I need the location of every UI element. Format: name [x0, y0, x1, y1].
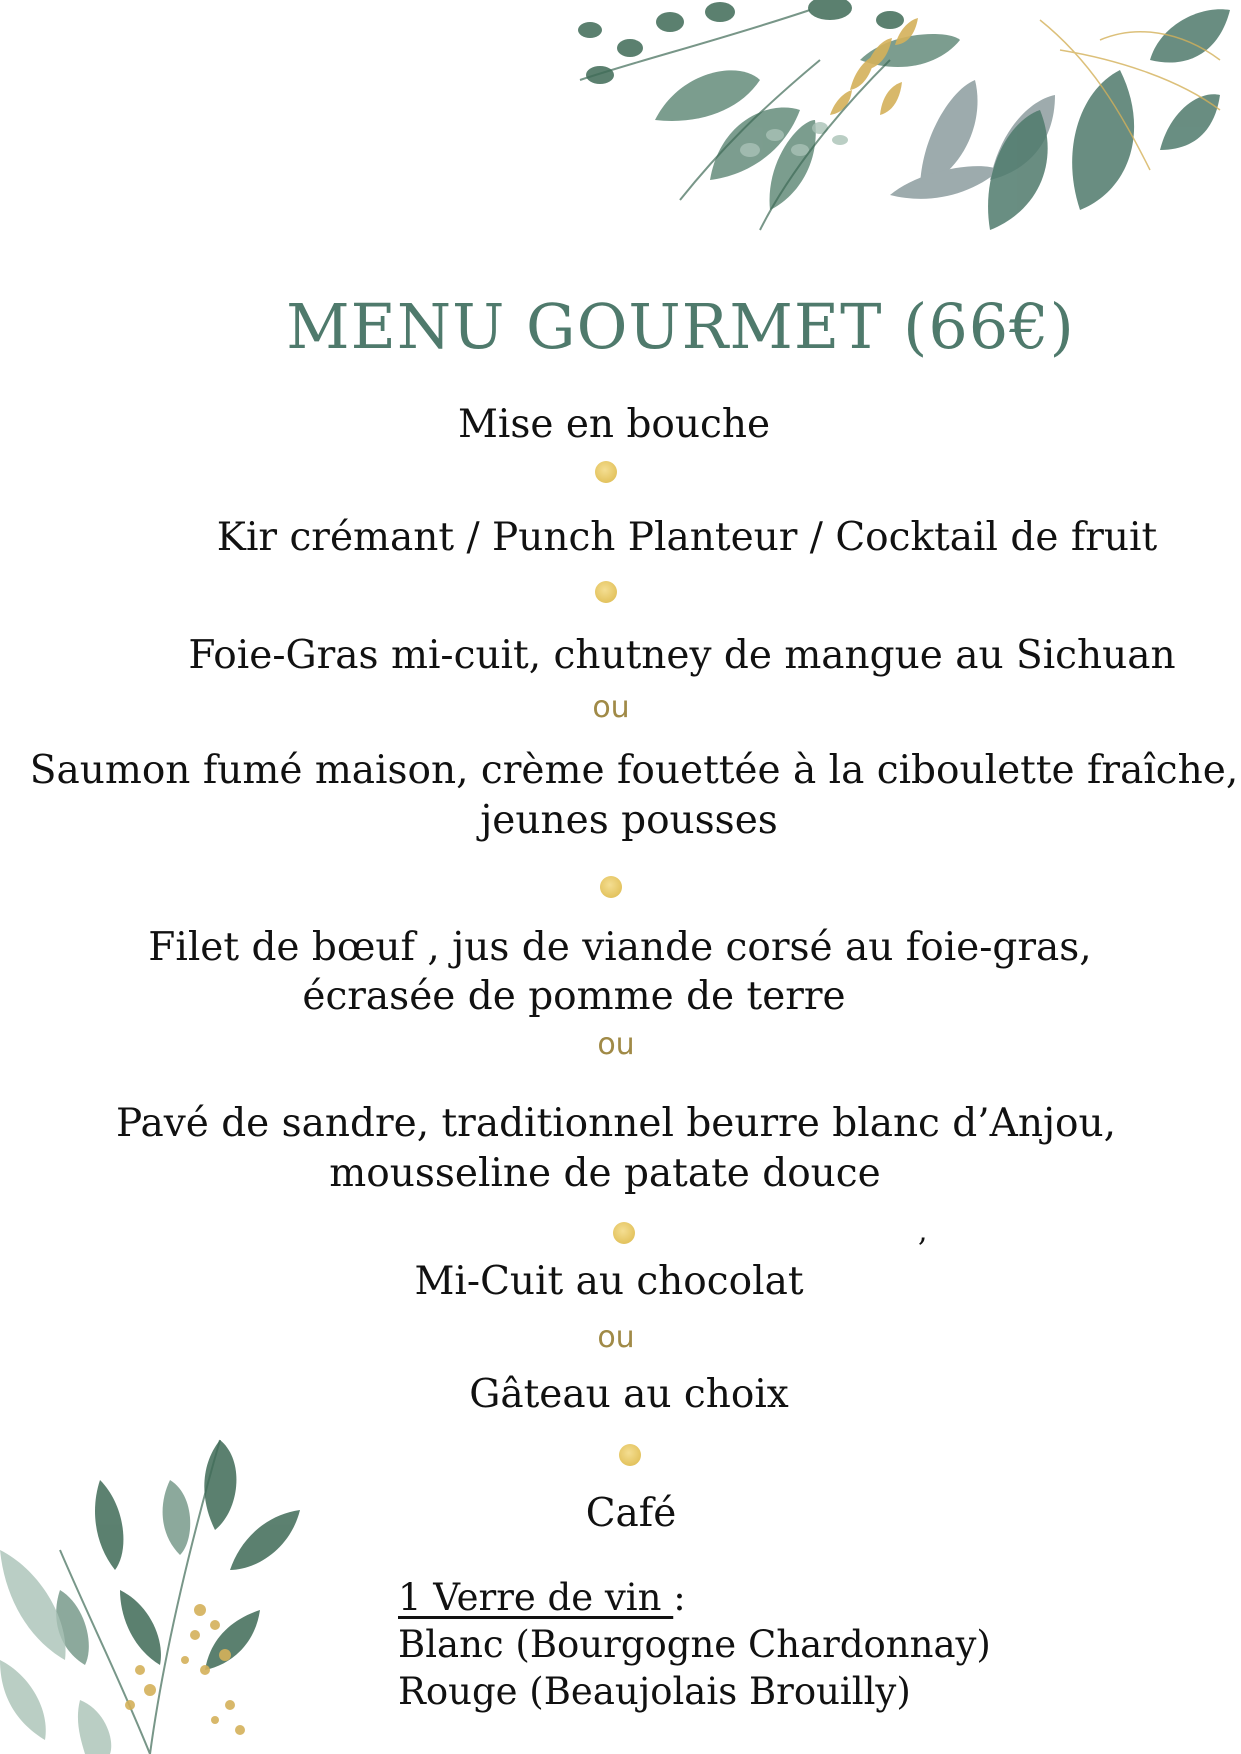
wine-white: Blanc (Bourgogne Chardonnay) — [398, 1623, 991, 1666]
separator-dot — [619, 1444, 641, 1466]
wine-heading-text: 1 Verre de vin — [398, 1576, 674, 1619]
course-amuse-bouche: Mise en bouche — [457, 402, 771, 447]
separator-dot — [595, 461, 617, 483]
or-label: ou — [592, 690, 630, 725]
starter-option-1: Foie-Gras mi-cuit, chutney de mangue au Sichuan — [188, 633, 1176, 678]
separator-dot — [600, 876, 622, 898]
main-option-1-line-1: Filet de bœuf , jus de viande corsé au foie-gras, — [148, 925, 1092, 970]
floral-decoration-top — [560, 0, 1241, 260]
separator-dot — [613, 1222, 635, 1244]
or-label: ou — [597, 1027, 635, 1062]
stray-comma: , — [918, 1214, 928, 1249]
starter-option-2-line-2: jeunes pousses — [480, 798, 778, 843]
main-option-2-line-1: Pavé de sandre, traditionnel beurre blanc d’Anjou, — [115, 1101, 1117, 1146]
course-aperitif: Kir crémant / Punch Planteur / Cocktail de fruit — [216, 515, 1158, 560]
main-option-2-line-2: mousseline de patate douce — [329, 1151, 881, 1196]
wine-heading — [398, 1574, 991, 1621]
main-option-1-line-2: écrasée de pomme de terre — [302, 974, 846, 1019]
starter-option-2-line-1: Saumon fumé maison, crème fouettée à la ciboulette fraîche, — [29, 748, 1239, 793]
separator-dot — [595, 581, 617, 603]
wine-heading-colon: : — [673, 1576, 686, 1619]
wine-red: Rouge (Beaujolais Brouilly) — [398, 1670, 911, 1713]
floral-decoration-bottom — [0, 1420, 310, 1754]
course-coffee: Café — [585, 1491, 677, 1536]
menu-title: MENU GOURMET (66€) — [286, 290, 1075, 363]
dessert-option-2: Gâteau au choix — [469, 1372, 789, 1417]
wine-section — [398, 1574, 991, 1715]
dessert-option-1: Mi-Cuit au chocolat — [414, 1259, 804, 1304]
or-label: ou — [597, 1320, 635, 1355]
